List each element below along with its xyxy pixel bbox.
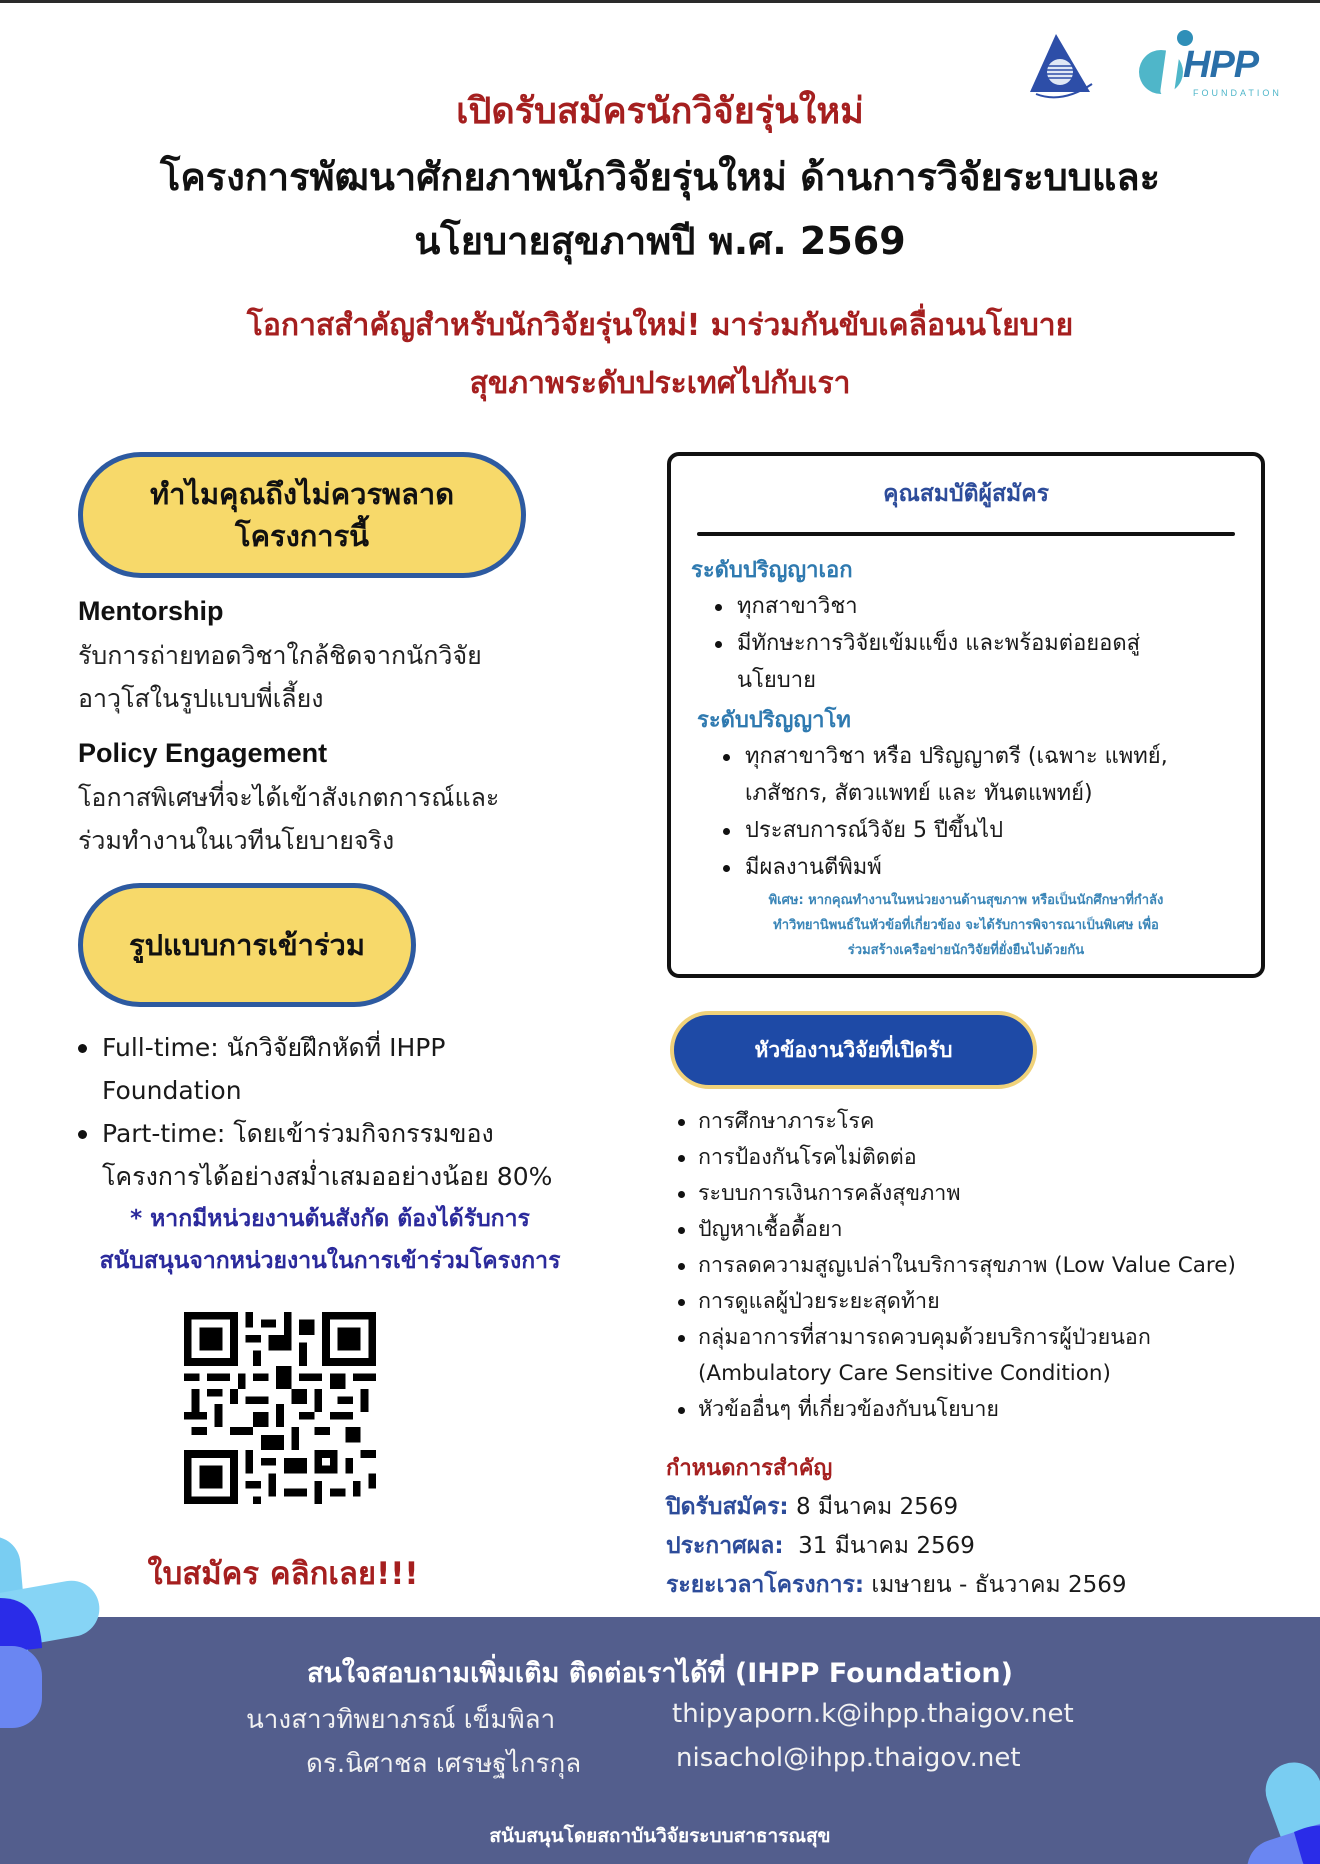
- contact-email-2[interactable]: nisachol@ihpp.thaigov.net: [676, 1743, 1021, 1773]
- list-item: การป้องกันโรคไม่ติดต่อ: [676, 1140, 1306, 1176]
- contact-email-1[interactable]: thipyaporn.k@ihpp.thaigov.net: [672, 1699, 1074, 1729]
- qualifications-heading: คุณสมบัติผู้สมัคร: [883, 481, 1049, 507]
- phd-label: ระดับปริญญาเอก: [691, 558, 853, 583]
- list-item: หัวข้ออื่นๆ ที่เกี่ยวข้องกับนโยบาย: [676, 1392, 1306, 1428]
- decorative-cross-right-icon: [1222, 1740, 1320, 1864]
- topics-heading-pill: [670, 1011, 1037, 1089]
- date-row-duration: ระยะเวลาโครงการ: เมษายน - ธันวาคม 2569: [666, 1572, 1127, 1598]
- list-item: ทุกสาขาวิชา: [713, 588, 1233, 625]
- format-heading: รูปแบบการเข้าร่วม: [129, 928, 365, 962]
- benefit-title-mentorship: Mentorship: [78, 596, 224, 626]
- masters-label: ระดับปริญญาโท: [697, 708, 851, 733]
- qualifications-box: [667, 452, 1265, 978]
- project-title-line2: นโยบายสุขภาพปี พ.ศ. 2569: [414, 219, 906, 263]
- format-list: [72, 1026, 612, 1198]
- contact-name-2: ดร.นิศาชล เศรษฐไกรกุล: [306, 1749, 582, 1779]
- masters-requirements: [721, 738, 1251, 886]
- list-item: ปัญหาเชื้อดื้อยา: [676, 1212, 1306, 1248]
- phd-requirements: [713, 588, 1233, 699]
- ihpp-logo-subtext: FOUNDATION: [1193, 88, 1282, 98]
- contact-footer: [0, 1617, 1320, 1864]
- key-dates: [666, 1450, 1127, 1605]
- list-item: Part-time: โดยเข้าร่วมกิจกรรมของ โครงการได้อย่างสม่ำเสมออย่างน้อย 80%: [72, 1112, 612, 1198]
- topics-list: [676, 1104, 1306, 1428]
- list-item: กลุ่มอาการที่สามารถควบคุมด้วยบริการผู้ป่วยนอก (Ambulatory Care Sensitive Condition): [676, 1320, 1306, 1392]
- tagline-line2: สุขภาพระดับประเทศไปกับเรา: [469, 366, 851, 401]
- list-item: ระบบการเงินการคลังสุขภาพ: [676, 1176, 1306, 1212]
- list-item: การศึกษาภาระโรค: [676, 1104, 1306, 1140]
- list-item: การดูแลผู้ป่วยระยะสุดท้าย: [676, 1284, 1306, 1320]
- format-heading-pill: [78, 883, 416, 1007]
- key-dates-heading: กำหนดการสำคัญ: [666, 1456, 833, 1481]
- special-note: พิเศษ: หากคุณทำงานในหน่วยงานด้านสุขภาพ หรือเป็นนักศึกษาที่กำลัง ทำวิทยานิพนธ์ในหัวข้อที่เกี่ยวข้อง จะได้รับการพิจารณาเป็นพิเศษ เพื่อ ร่วมสร้างเครือข่ายนักวิจัยที่ยั่งยืนไปด้วยกัน: [768, 893, 1164, 958]
- benefit-body-mentorship: รับการถ่ายทอดวิชาใกล้ชิดจากนักวิจัย อาวุโสในรูปแบบพี่เลี้ยง: [78, 641, 482, 713]
- benefit-body-policy: โอกาสพิเศษที่จะได้เข้าสังเกตการณ์และ ร่วมทำงานในเวทีนโยบายจริง: [78, 783, 500, 855]
- list-item: มีผลงานตีพิมพ์: [721, 849, 1251, 886]
- list-item: ทุกสาขาวิชา หรือ ปริญญาตรี (เฉพาะ แพทย์, เภสัชกร, สัตวแพทย์ และ ทันตแพทย์): [721, 738, 1251, 812]
- format-note: * หากมีหน่วยงานต้นสังกัด ต้องได้รับการ สนับสนุนจากหน่วยงานในการเข้าร่วมโครงการ: [99, 1206, 561, 1274]
- list-item: การลดความสูญเปล่าในบริการสุขภาพ (Low Value Care): [676, 1248, 1306, 1284]
- decorative-cross-left-icon: [0, 1528, 110, 1728]
- topics-heading: หัวข้องานวิจัยที่เปิดรับ: [754, 1037, 953, 1062]
- date-row-announce: ประกาศผล: 31 มีนาคม 2569: [666, 1533, 975, 1559]
- application-qr-code[interactable]: [184, 1312, 376, 1504]
- why-heading-line1: ทำไมคุณถึงไม่ควรพลาด: [149, 476, 455, 511]
- list-item: ประสบการณ์วิจัย 5 ปีขึ้นไป: [721, 812, 1251, 849]
- top-border: [0, 0, 1320, 3]
- contact-heading: สนใจสอบถามเพิ่มเติม ติดต่อเราได้ที่ (IHPP Foundation): [306, 1658, 1013, 1689]
- benefit-title-policy: Policy Engagement: [78, 738, 328, 768]
- qr-code-icon: [184, 1312, 376, 1504]
- project-title-line1: โครงการพัฒนาศักยภาพนักวิจัยรุ่นใหม่ ด้านการวิจัยระบบและ: [159, 155, 1161, 199]
- tagline-line1: โอกาสสำคัญสำหรับนักวิจัยรุ่นใหม่! มาร่วมกันขับเคลื่อนนโยบาย: [246, 308, 1074, 343]
- divider: [697, 532, 1235, 536]
- why-heading-pill: [78, 452, 526, 578]
- ihpp-logo-text: HPP: [1183, 44, 1259, 86]
- apply-link[interactable]: ใบสมัคร คลิกเลย!!!: [147, 1556, 419, 1592]
- date-row-close: ปิดรับสมัคร: 8 มีนาคม 2569: [666, 1494, 959, 1520]
- page-title-recruit: เปิดรับสมัครนักวิจัยรุ่นใหม่: [456, 91, 864, 132]
- contact-name-1: นางสาวทิพยาภรณ์ เข็มพิลา: [246, 1705, 556, 1735]
- list-item: มีทักษะการวิจัยเข้มแข็ง และพร้อมต่อยอดสู่ นโยบาย: [713, 625, 1233, 699]
- supported-by: สนับสนุนโดยสถาบันวิจัยระบบสาธารณสุข: [489, 1825, 831, 1847]
- why-heading-line2: โครงการนี้: [235, 519, 369, 553]
- list-item: Full-time: นักวิจัยฝึกหัดที่ IHPP Foundation: [72, 1026, 612, 1112]
